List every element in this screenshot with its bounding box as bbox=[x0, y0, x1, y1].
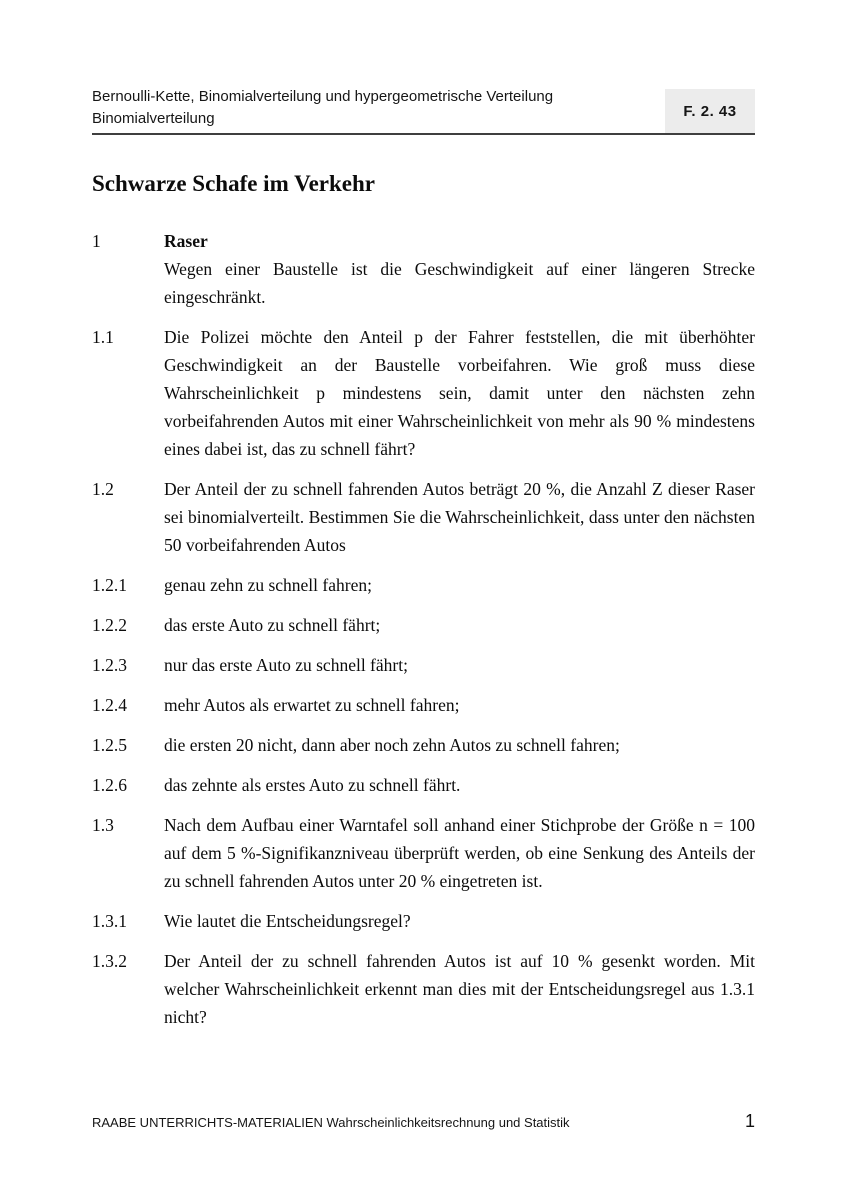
section-content bbox=[164, 611, 755, 639]
section-number: 1.2.2 bbox=[92, 615, 127, 635]
footer-publisher-line: RAABE UNTERRICHTS-MATERIALIEN Wahrscheinlichkeitsrechnung und Statistik bbox=[92, 1115, 570, 1130]
task-sections bbox=[92, 227, 755, 1031]
section-content bbox=[164, 227, 755, 311]
section-number: 1.2.4 bbox=[92, 695, 127, 715]
task-section bbox=[92, 947, 755, 1031]
section-text: die ersten 20 nicht, dann aber noch zehn Autos zu schnell fahren; bbox=[164, 735, 620, 755]
section-text: nur das erste Auto zu schnell fährt; bbox=[164, 655, 408, 675]
section-text: genau zehn zu schnell fahren; bbox=[164, 575, 372, 595]
task-section bbox=[92, 771, 755, 799]
task-section bbox=[92, 611, 755, 639]
section-heading: Raser bbox=[164, 231, 208, 251]
header-topic bbox=[92, 86, 553, 133]
task-section bbox=[92, 323, 755, 463]
section-text: mehr Autos als erwartet zu schnell fahren; bbox=[164, 695, 460, 715]
section-number: 1.3.1 bbox=[92, 911, 127, 931]
section-content bbox=[164, 691, 755, 719]
page-footer bbox=[92, 1111, 755, 1132]
section-content bbox=[164, 771, 755, 799]
section-number: 1.2.6 bbox=[92, 775, 127, 795]
section-content bbox=[164, 731, 755, 759]
task-section bbox=[92, 475, 755, 559]
task-section bbox=[92, 907, 755, 935]
task-section bbox=[92, 731, 755, 759]
task-section bbox=[92, 227, 755, 311]
section-number: 1.2.3 bbox=[92, 655, 127, 675]
section-content bbox=[164, 475, 755, 559]
section-number: 1.2 bbox=[92, 479, 114, 499]
section-content bbox=[164, 571, 755, 599]
section-content bbox=[164, 323, 755, 463]
section-content bbox=[164, 651, 755, 679]
section-number: 1.3 bbox=[92, 815, 114, 835]
header-topic-line2: Binomialverteilung bbox=[92, 110, 215, 127]
page-header bbox=[92, 86, 755, 135]
section-number: 1.2.1 bbox=[92, 575, 127, 595]
section-text: das zehnte als erstes Auto zu schnell fährt. bbox=[164, 775, 461, 795]
page-title: Schwarze Schafe im Verkehr bbox=[92, 171, 375, 196]
section-text: Der Anteil der zu schnell fahrenden Autos ist auf 10 % gesenkt worden. Mit welcher Wahrscheinlichkeit erkennt man dies mit der Entscheidungsregel aus 1.3.1 nicht? bbox=[164, 951, 755, 1027]
section-number: 1.3.2 bbox=[92, 951, 127, 971]
section-text: Nach dem Aufbau einer Warntafel soll anhand einer Stichprobe der Größe n = 100 auf dem 5 %-Signifikanzniveau überprüft werden, ob eine Senkung des Anteils der zu schnell fahrenden Autos unter 20 % eingetreten ist. bbox=[164, 815, 755, 891]
header-topic-line1: Bernoulli-Kette, Binomialverteilung und hypergeometrische Verteilung bbox=[92, 88, 554, 105]
section-number: 1.2.5 bbox=[92, 735, 127, 755]
section-text: Der Anteil der zu schnell fahrenden Autos beträgt 20 %, die Anzahl Z dieser Raser sei binomialverteilt. Bestimmen Sie die Wahrscheinlichkeit, dass unter den nächsten 50 vorbeifahrenden Autos bbox=[164, 479, 755, 555]
task-section bbox=[92, 651, 755, 679]
task-section bbox=[92, 811, 755, 895]
task-section bbox=[92, 691, 755, 719]
section-number: 1.1 bbox=[92, 327, 114, 347]
section-text: das erste Auto zu schnell fährt; bbox=[164, 615, 381, 635]
section-content bbox=[164, 947, 755, 1031]
page-number: 1 bbox=[744, 1111, 755, 1131]
section-text: Die Polizei möchte den Anteil p der Fahrer feststellen, die mit überhöhter Geschwindigkeit an der Baustelle vorbeifahren. Wie groß muss diese Wahrscheinlichkeit p mindestens sein, damit unter den nächsten zehn vorbeifahrenden Autos mit einer Wahrscheinlichkeit von mehr als 90 % mindestens eines dabei ist, das zu schnell fährt? bbox=[164, 327, 755, 459]
reference-code-badge: F. 2. 43 bbox=[665, 89, 755, 133]
task-section bbox=[92, 571, 755, 599]
section-content bbox=[164, 811, 755, 895]
section-content bbox=[164, 907, 755, 935]
section-number: 1 bbox=[92, 231, 101, 251]
section-text: Wegen einer Baustelle ist die Geschwindigkeit auf einer längeren Strecke eingeschränkt. bbox=[164, 259, 755, 307]
section-text: Wie lautet die Entscheidungsregel? bbox=[164, 911, 411, 931]
